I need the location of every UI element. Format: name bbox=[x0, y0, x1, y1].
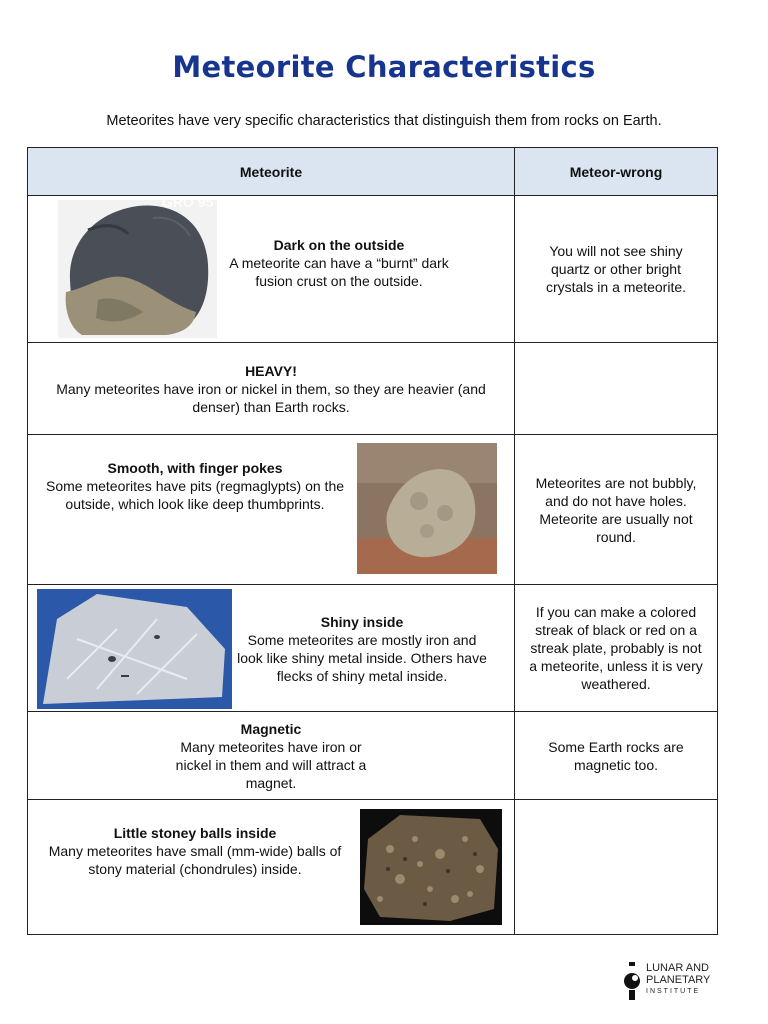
row-text: A meteorite can have a “burnt” dark fusion crust on the outside. bbox=[229, 255, 449, 289]
lpi-logo bbox=[622, 962, 722, 1000]
row-heading: Dark on the outside bbox=[273, 237, 405, 253]
table-row bbox=[28, 196, 718, 343]
regmaglypt-photo bbox=[357, 443, 497, 574]
row-text: Many meteorites have iron or nickel in them, so they are heavier (and denser) than Earth rocks. bbox=[56, 380, 486, 415]
meteorite-cell bbox=[28, 196, 515, 343]
row-heading: Smooth, with finger pokes bbox=[107, 460, 283, 476]
fusion-crust-photo bbox=[58, 194, 217, 338]
wrong-text: You will not see shiny quartz or other bright crystals in a meteorite. bbox=[545, 243, 687, 295]
meteorite-cell bbox=[28, 435, 515, 585]
row-text: Many meteorites have iron or nickel in them and will attract a magnet. bbox=[175, 738, 367, 791]
table-row bbox=[28, 800, 718, 935]
meteorite-cell bbox=[28, 712, 515, 800]
header-meteorite: Meteorite bbox=[28, 148, 515, 196]
meteor-wrong-cell bbox=[515, 343, 718, 435]
table-row bbox=[28, 343, 718, 435]
page-title: Meteorite Characteristics bbox=[172, 50, 596, 84]
meteor-wrong-cell bbox=[515, 196, 718, 343]
table-header-row bbox=[28, 148, 718, 196]
intro-text: Meteorites have very specific characteristics that distinguish them from rocks on Earth. bbox=[106, 113, 662, 129]
row-heading: Shiny inside bbox=[320, 614, 404, 630]
wrong-text: If you can make a colored streak of black or red on a streak plate, probably is not a meteorite, unless it is very weathered. bbox=[529, 604, 703, 692]
row-heading: Little stoney balls inside bbox=[113, 825, 277, 841]
wrong-text: Some Earth rocks are magnetic too. bbox=[548, 738, 684, 773]
logo-line2: PLANETARY bbox=[646, 974, 711, 986]
meteor-wrong-cell bbox=[515, 800, 718, 935]
row-text: Some meteorites are mostly iron and look like shiny metal inside. Others have flecks of shiny metal inside. bbox=[237, 632, 487, 684]
meteor-wrong-cell bbox=[515, 712, 718, 800]
meteor-wrong-cell bbox=[515, 435, 718, 585]
characteristics-table bbox=[27, 147, 718, 935]
sample-label: GRO 95 bbox=[162, 194, 214, 210]
meteorite-cell bbox=[28, 585, 515, 712]
table-row bbox=[28, 712, 718, 800]
chondrite-photo bbox=[360, 809, 502, 925]
logo-line1: LUNAR AND bbox=[646, 962, 709, 974]
meteor-wrong-cell bbox=[515, 585, 718, 712]
row-heading: HEAVY! bbox=[245, 362, 297, 379]
header-meteor-wrong: Meteor-wrong bbox=[515, 148, 718, 196]
row-text: Many meteorites have small (mm-wide) balls of stony material (chondrules) inside. bbox=[48, 843, 342, 877]
lpi-logo-icon bbox=[622, 962, 642, 1000]
row-text: Some meteorites have pits (regmaglypts) on the outside, which look like deep thumbprints. bbox=[45, 478, 345, 512]
meteorite-cell bbox=[28, 343, 515, 435]
iron-meteorite-photo bbox=[37, 589, 232, 709]
logo-line3: INSTITUTE bbox=[646, 988, 701, 995]
table-row bbox=[28, 435, 718, 585]
wrong-text: Meteorites are not bubbly, and do not have holes. Meteorite are usually not round. bbox=[535, 474, 697, 545]
meteorite-cell bbox=[28, 800, 515, 935]
table-row bbox=[28, 585, 718, 712]
row-heading: Magnetic bbox=[240, 720, 302, 737]
